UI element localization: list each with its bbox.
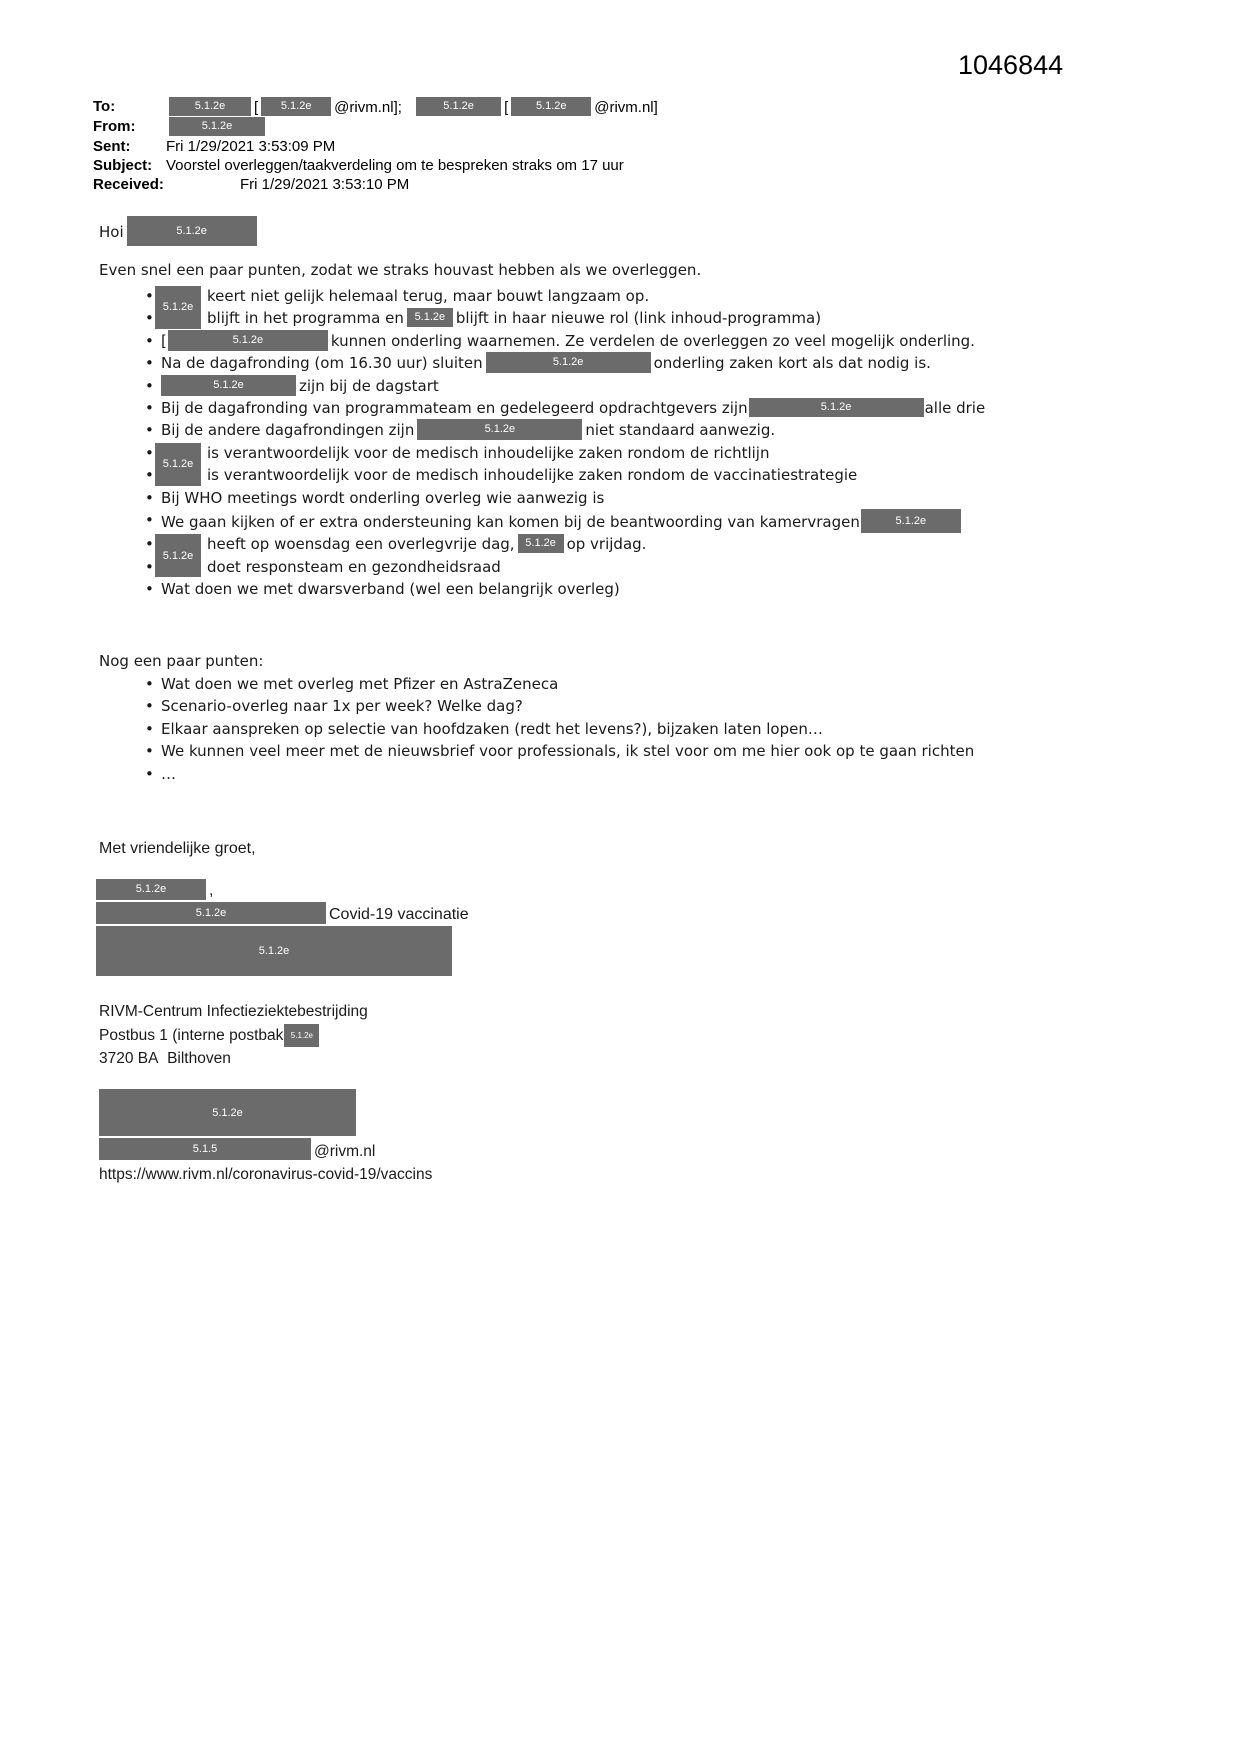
greeting-text: Hoi	[99, 223, 124, 241]
list-item: • Bij de dagafronding van programmateam en gedelegeerd opdrachtgevers zijn 5.1.2e alle drie	[145, 397, 1189, 419]
closing-line: Met vriendelijke groet,	[99, 840, 256, 857]
redaction-box: 5.1.2e	[407, 308, 453, 327]
redaction-box: 5.1.2e	[749, 398, 924, 417]
redaction-box: 5.1.2e	[511, 97, 591, 116]
header-row-from	[93, 117, 1153, 137]
list-item: • We kunnen veel meer met de nieuwsbrief voor professionals, ik stel voor om me hier ook op te gaan richten	[145, 740, 1189, 762]
header-row-subject	[93, 156, 1153, 175]
redaction-box: 5.1.5	[99, 1138, 311, 1160]
org-name: RIVM-Centrum Infectieziektebestrijding	[99, 1003, 368, 1020]
list-item: • Wat doen we met dwarsverband (wel een belangrijk overleg)	[145, 578, 1189, 600]
redaction-box: 5.1.2e	[861, 509, 961, 533]
redaction-box-tall: • 5.1.2e	[155, 286, 201, 329]
email-row	[99, 1138, 432, 1161]
section-2-title: Nog een paar punten:	[99, 652, 264, 670]
email-domain-2: @rivm.nl]	[594, 99, 658, 116]
redaction-box-large: 5.1.2e	[96, 926, 452, 976]
comma: ,	[209, 882, 214, 899]
received-value: Fri 1/29/2021 3:53:10 PM	[240, 176, 410, 193]
redaction-box: 5.1.2e	[161, 375, 296, 396]
to-value	[166, 97, 658, 117]
header-row-to	[93, 97, 1153, 117]
list-item: • …	[145, 763, 1189, 785]
signature-role: Covid-19 vaccinatie	[329, 906, 469, 923]
email-domain: @rivm.nl	[314, 1143, 376, 1160]
redaction-box: 5.1.2e	[284, 1024, 319, 1047]
header-row-received	[93, 175, 1153, 194]
contact-block	[99, 1089, 432, 1184]
list-item: • 5.1.2e heeft op woensdag een overlegvrije dag, 5.1.2e op vrijdag.	[145, 533, 1189, 555]
org-address-2: 3720 BA Bilthoven	[99, 1050, 231, 1067]
bracket: [	[504, 99, 509, 116]
email-domain-1: @rivm.nl];	[334, 99, 402, 116]
list-item: • Bij WHO meetings wordt onderling overleg wie aanwezig is	[145, 487, 1189, 509]
redaction-box: 5.1.2e	[96, 902, 326, 924]
list-item: • 5.1.2e keert niet gelijk helemaal terug, maar bouwt langzaam op.	[145, 285, 1189, 307]
vaccine-info-link: https://www.rivm.nl/coronavirus-covid-19/vaccins	[99, 1166, 433, 1183]
intro-paragraph: Even snel een paar punten, zodat we straks houvast hebben als we overleggen.	[99, 261, 702, 279]
redaction-box: 5.1.2e	[261, 97, 331, 116]
list-item: • doet responsteam en gezondheidsraad	[145, 556, 1189, 578]
sent-value: Fri 1/29/2021 3:53:09 PM	[166, 138, 336, 155]
list-item: • blijft in het programma en 5.1.2e blijft in haar nieuwe rol (link inhoud-programma)	[145, 307, 1189, 329]
to-label: To:	[93, 98, 116, 115]
signature-block	[96, 879, 469, 976]
list-item: • Bij de andere dagafrondingen zijn 5.1.2e niet standaard aanwezig.	[145, 419, 1189, 441]
redaction-box: 5.1.2e	[168, 330, 328, 351]
list-item: • Elkaar aanspreken op selectie van hoofdzaken (redt het levens?), bijzaken laten lopen…	[145, 718, 1189, 740]
received-label: Received:	[93, 176, 164, 193]
redaction-box: 5.1.2e	[417, 419, 582, 440]
list-item: • [ 5.1.2e kunnen onderling waarnemen. Ze verdelen de overleggen zo veel mogelijk onderling.	[145, 330, 1189, 352]
signature-role-row	[96, 902, 469, 924]
list-item: • Wat doen we met overleg met Pfizer en AstraZeneca	[145, 673, 1189, 695]
greeting-line	[99, 216, 260, 246]
redaction-box: 5.1.2e	[127, 216, 257, 246]
redaction-box: 5.1.2e	[169, 97, 251, 116]
sent-label: Sent:	[93, 138, 131, 155]
redaction-box: 5.1.2e	[416, 97, 501, 116]
header-row-sent	[93, 137, 1153, 156]
redaction-box-tall: • 5.1.2e	[155, 443, 201, 486]
list-item: • We gaan kijken of er extra ondersteuning kan komen bij de beantwoording van kamervragen 5.1.2e	[145, 509, 1189, 533]
org-address-1: Postbus 1 (interne postbak 5.1.2e	[99, 1024, 368, 1048]
redaction-box-large: 5.1.2e	[99, 1089, 356, 1136]
signature-name-row	[96, 879, 469, 900]
list-item: • 5.1.2e is verantwoordelijk voor de medisch inhoudelijke zaken rondom de richtlijn	[145, 442, 1189, 464]
bullet-list-1	[99, 285, 1189, 601]
redaction-box-tall: • 5.1.2e	[155, 534, 201, 577]
organisation-block	[99, 1000, 368, 1071]
section-2	[99, 652, 1189, 785]
list-item: • 5.1.2e zijn bij de dagstart	[145, 375, 1189, 397]
from-value	[166, 117, 268, 137]
redaction-box: 5.1.2e	[518, 534, 564, 553]
list-item: • Na de dagafronding (om 16.30 uur) sluiten 5.1.2e onderling zaken kort als dat nodig is.	[145, 352, 1189, 374]
email-header	[93, 97, 1153, 194]
subject-label: Subject:	[93, 157, 153, 174]
document-number: 1046844	[958, 50, 1064, 80]
bullet-list-2	[99, 673, 1189, 785]
redaction-box: 5.1.2e	[486, 352, 651, 373]
bracket: [	[254, 99, 259, 116]
list-item: • Scenario-overleg naar 1x per week? Welke dag?	[145, 695, 1189, 717]
redaction-box: 5.1.2e	[96, 879, 206, 900]
list-item: • is verantwoordelijk voor de medisch inhoudelijke zaken rondom de vaccinatiestrategie	[145, 464, 1189, 486]
from-label: From:	[93, 118, 136, 135]
redaction-box: 5.1.2e	[169, 117, 265, 136]
subject-value: Voorstel overleggen/taakverdeling om te bespreken straks om 17 uur	[166, 157, 624, 174]
